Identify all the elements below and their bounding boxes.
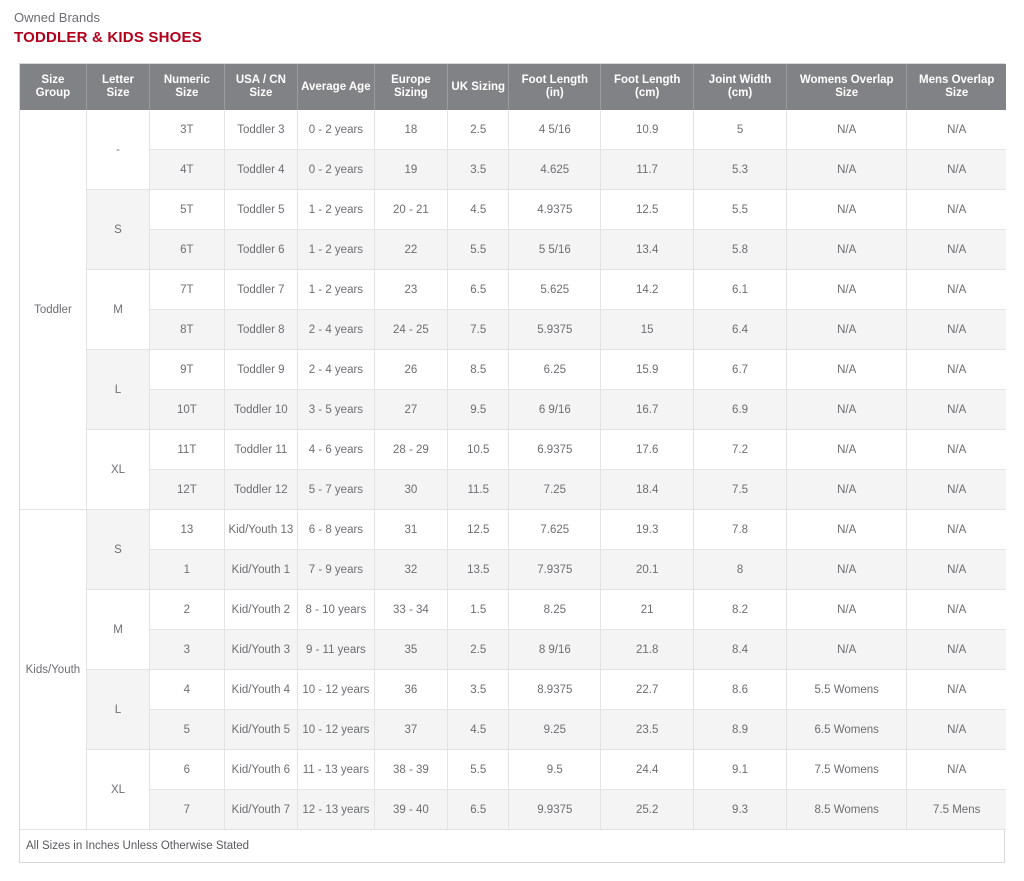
table-row: [20, 310, 1006, 350]
cell-womens-overlap-size: 7.5 Womens: [786, 750, 906, 790]
cell-europe-sizing: 23: [374, 270, 447, 310]
cell-europe-sizing: 18: [374, 110, 447, 150]
letter-size-cell: -: [86, 110, 149, 190]
cell-mens-overlap-size: N/A: [907, 150, 1006, 190]
table-row: [20, 550, 1006, 590]
cell-usa-cn-size: Kid/Youth 2: [224, 590, 297, 630]
column-header-average-age: Average Age: [298, 64, 375, 110]
cell-foot-length-cm: 17.6: [601, 430, 694, 470]
cell-womens-overlap-size: N/A: [786, 390, 906, 430]
cell-usa-cn-size: Kid/Youth 13: [224, 510, 297, 550]
table-row: [20, 750, 1006, 790]
table-row: [20, 630, 1006, 670]
cell-europe-sizing: 31: [374, 510, 447, 550]
cell-uk-sizing: 5.5: [448, 230, 509, 270]
cell-mens-overlap-size: N/A: [907, 630, 1006, 670]
letter-size-cell: L: [86, 350, 149, 430]
cell-usa-cn-size: Toddler 5: [224, 190, 297, 230]
cell-womens-overlap-size: N/A: [786, 470, 906, 510]
table-row: [20, 790, 1006, 830]
cell-womens-overlap-size: 6.5 Womens: [786, 710, 906, 750]
cell-foot-length-in: 6.9375: [509, 430, 601, 470]
cell-numeric-size: 12T: [150, 470, 225, 510]
cell-foot-length-cm: 16.7: [601, 390, 694, 430]
cell-mens-overlap-size: N/A: [907, 670, 1006, 710]
cell-average-age: 3 - 5 years: [298, 390, 375, 430]
cell-numeric-size: 4: [150, 670, 225, 710]
cell-numeric-size: 10T: [150, 390, 225, 430]
cell-europe-sizing: 28 - 29: [374, 430, 447, 470]
cell-joint-width-cm: 5.8: [694, 230, 787, 270]
cell-uk-sizing: 8.5: [448, 350, 509, 390]
cell-foot-length-cm: 12.5: [601, 190, 694, 230]
cell-usa-cn-size: Kid/Youth 4: [224, 670, 297, 710]
cell-joint-width-cm: 6.9: [694, 390, 787, 430]
cell-average-age: 1 - 2 years: [298, 230, 375, 270]
brand-line: Owned Brands: [14, 10, 100, 25]
cell-numeric-size: 8T: [150, 310, 225, 350]
cell-foot-length-in: 6 9/16: [509, 390, 601, 430]
cell-numeric-size: 2: [150, 590, 225, 630]
cell-foot-length-in: 4 5/16: [509, 110, 601, 150]
cell-joint-width-cm: 7.8: [694, 510, 787, 550]
cell-mens-overlap-size: 7.5 Mens: [907, 790, 1006, 830]
cell-average-age: 0 - 2 years: [298, 150, 375, 190]
cell-mens-overlap-size: N/A: [907, 710, 1006, 750]
cell-foot-length-in: 5.625: [509, 270, 601, 310]
size-chart-table-wrapper: [19, 63, 1005, 830]
cell-foot-length-cm: 14.2: [601, 270, 694, 310]
cell-foot-length-cm: 15.9: [601, 350, 694, 390]
cell-foot-length-in: 7.625: [509, 510, 601, 550]
cell-mens-overlap-size: N/A: [907, 230, 1006, 270]
cell-europe-sizing: 22: [374, 230, 447, 270]
cell-joint-width-cm: 8: [694, 550, 787, 590]
column-header-numeric-size: Numeric Size: [150, 64, 225, 110]
cell-womens-overlap-size: N/A: [786, 270, 906, 310]
cell-europe-sizing: 26: [374, 350, 447, 390]
cell-numeric-size: 5: [150, 710, 225, 750]
cell-mens-overlap-size: N/A: [907, 310, 1006, 350]
cell-usa-cn-size: Kid/Youth 3: [224, 630, 297, 670]
cell-usa-cn-size: Toddler 6: [224, 230, 297, 270]
cell-joint-width-cm: 6.7: [694, 350, 787, 390]
cell-foot-length-cm: 21: [601, 590, 694, 630]
letter-size-cell: XL: [86, 430, 149, 510]
cell-mens-overlap-size: N/A: [907, 350, 1006, 390]
cell-numeric-size: 4T: [150, 150, 225, 190]
cell-usa-cn-size: Toddler 7: [224, 270, 297, 310]
size-chart-table: [20, 64, 1006, 830]
cell-foot-length-in: 5.9375: [509, 310, 601, 350]
table-row: [20, 510, 1006, 550]
cell-average-age: 8 - 10 years: [298, 590, 375, 630]
cell-mens-overlap-size: N/A: [907, 270, 1006, 310]
cell-numeric-size: 3: [150, 630, 225, 670]
cell-womens-overlap-size: N/A: [786, 190, 906, 230]
cell-uk-sizing: 6.5: [448, 270, 509, 310]
cell-usa-cn-size: Toddler 4: [224, 150, 297, 190]
cell-usa-cn-size: Toddler 9: [224, 350, 297, 390]
table-row: [20, 150, 1006, 190]
cell-numeric-size: 7: [150, 790, 225, 830]
cell-average-age: 10 - 12 years: [298, 710, 375, 750]
cell-foot-length-cm: 10.9: [601, 110, 694, 150]
cell-europe-sizing: 19: [374, 150, 447, 190]
column-header-letter-size: Letter Size: [86, 64, 149, 110]
cell-joint-width-cm: 8.2: [694, 590, 787, 630]
cell-foot-length-in: 8.25: [509, 590, 601, 630]
cell-foot-length-in: 8.9375: [509, 670, 601, 710]
cell-numeric-size: 9T: [150, 350, 225, 390]
table-row: [20, 390, 1006, 430]
cell-average-age: 1 - 2 years: [298, 270, 375, 310]
cell-mens-overlap-size: N/A: [907, 390, 1006, 430]
cell-joint-width-cm: 9.1: [694, 750, 787, 790]
cell-womens-overlap-size: N/A: [786, 550, 906, 590]
cell-usa-cn-size: Kid/Youth 6: [224, 750, 297, 790]
column-header-foot-length-in: Foot Length (in): [509, 64, 601, 110]
cell-europe-sizing: 35: [374, 630, 447, 670]
column-header-joint-width-cm: Joint Width (cm): [694, 64, 787, 110]
size-group-cell: Toddler: [20, 110, 86, 510]
cell-uk-sizing: 7.5: [448, 310, 509, 350]
cell-usa-cn-size: Kid/Youth 5: [224, 710, 297, 750]
cell-europe-sizing: 36: [374, 670, 447, 710]
cell-joint-width-cm: 8.9: [694, 710, 787, 750]
cell-joint-width-cm: 8.4: [694, 630, 787, 670]
cell-numeric-size: 3T: [150, 110, 225, 150]
cell-europe-sizing: 33 - 34: [374, 590, 447, 630]
cell-europe-sizing: 27: [374, 390, 447, 430]
cell-foot-length-cm: 25.2: [601, 790, 694, 830]
cell-joint-width-cm: 5.5: [694, 190, 787, 230]
cell-mens-overlap-size: N/A: [907, 110, 1006, 150]
cell-joint-width-cm: 6.1: [694, 270, 787, 310]
column-header-europe-sizing: Europe Sizing: [374, 64, 447, 110]
cell-joint-width-cm: 6.4: [694, 310, 787, 350]
cell-mens-overlap-size: N/A: [907, 430, 1006, 470]
cell-numeric-size: 6T: [150, 230, 225, 270]
cell-womens-overlap-size: N/A: [786, 310, 906, 350]
cell-joint-width-cm: 9.3: [694, 790, 787, 830]
letter-size-cell: M: [86, 590, 149, 670]
cell-foot-length-cm: 15: [601, 310, 694, 350]
cell-mens-overlap-size: N/A: [907, 510, 1006, 550]
table-row: [20, 270, 1006, 310]
cell-foot-length-in: 5 5/16: [509, 230, 601, 270]
letter-size-cell: XL: [86, 750, 149, 830]
table-body: [20, 110, 1006, 830]
page-header: [0, 0, 1024, 48]
table-header: [20, 64, 1006, 110]
letter-size-cell: S: [86, 190, 149, 270]
footer-note: All Sizes in Inches Unless Otherwise Stated: [19, 830, 1005, 863]
cell-womens-overlap-size: N/A: [786, 230, 906, 270]
cell-foot-length-cm: 23.5: [601, 710, 694, 750]
column-header-uk-sizing: UK Sizing: [448, 64, 509, 110]
cell-foot-length-in: 8 9/16: [509, 630, 601, 670]
cell-foot-length-in: 7.9375: [509, 550, 601, 590]
cell-average-age: 5 - 7 years: [298, 470, 375, 510]
cell-europe-sizing: 24 - 25: [374, 310, 447, 350]
page-title: TODDLER & KIDS SHOES: [14, 29, 202, 46]
cell-joint-width-cm: 5: [694, 110, 787, 150]
cell-uk-sizing: 1.5: [448, 590, 509, 630]
cell-foot-length-in: 9.9375: [509, 790, 601, 830]
cell-average-age: 9 - 11 years: [298, 630, 375, 670]
table-row: [20, 190, 1006, 230]
table-row: [20, 110, 1006, 150]
cell-usa-cn-size: Toddler 11: [224, 430, 297, 470]
cell-europe-sizing: 37: [374, 710, 447, 750]
cell-mens-overlap-size: N/A: [907, 750, 1006, 790]
cell-numeric-size: 11T: [150, 430, 225, 470]
cell-average-age: 12 - 13 years: [298, 790, 375, 830]
cell-average-age: 6 - 8 years: [298, 510, 375, 550]
cell-europe-sizing: 38 - 39: [374, 750, 447, 790]
cell-usa-cn-size: Toddler 12: [224, 470, 297, 510]
cell-uk-sizing: 4.5: [448, 710, 509, 750]
table-row: [20, 350, 1006, 390]
table-row: [20, 710, 1006, 750]
cell-numeric-size: 6: [150, 750, 225, 790]
cell-foot-length-in: 7.25: [509, 470, 601, 510]
cell-womens-overlap-size: N/A: [786, 150, 906, 190]
cell-uk-sizing: 10.5: [448, 430, 509, 470]
cell-mens-overlap-size: N/A: [907, 190, 1006, 230]
cell-foot-length-cm: 18.4: [601, 470, 694, 510]
cell-foot-length-in: 6.25: [509, 350, 601, 390]
cell-womens-overlap-size: N/A: [786, 430, 906, 470]
column-header-usa-cn-size: USA / CN Size: [224, 64, 297, 110]
cell-womens-overlap-size: N/A: [786, 350, 906, 390]
cell-womens-overlap-size: 5.5 Womens: [786, 670, 906, 710]
cell-womens-overlap-size: N/A: [786, 110, 906, 150]
column-header-foot-length-cm: Foot Length (cm): [601, 64, 694, 110]
cell-womens-overlap-size: N/A: [786, 510, 906, 550]
cell-mens-overlap-size: N/A: [907, 590, 1006, 630]
letter-size-cell: M: [86, 270, 149, 350]
cell-numeric-size: 5T: [150, 190, 225, 230]
table-row: [20, 470, 1006, 510]
cell-uk-sizing: 5.5: [448, 750, 509, 790]
cell-foot-length-cm: 21.8: [601, 630, 694, 670]
cell-foot-length-cm: 20.1: [601, 550, 694, 590]
cell-average-age: 2 - 4 years: [298, 310, 375, 350]
column-header-womens-overlap-size: Womens Overlap Size: [786, 64, 906, 110]
cell-average-age: 11 - 13 years: [298, 750, 375, 790]
cell-foot-length-cm: 19.3: [601, 510, 694, 550]
cell-foot-length-cm: 22.7: [601, 670, 694, 710]
cell-europe-sizing: 20 - 21: [374, 190, 447, 230]
cell-uk-sizing: 2.5: [448, 630, 509, 670]
cell-foot-length-cm: 11.7: [601, 150, 694, 190]
cell-womens-overlap-size: N/A: [786, 590, 906, 630]
cell-foot-length-cm: 13.4: [601, 230, 694, 270]
cell-womens-overlap-size: 8.5 Womens: [786, 790, 906, 830]
cell-average-age: 7 - 9 years: [298, 550, 375, 590]
letter-size-cell: S: [86, 510, 149, 590]
cell-average-age: 0 - 2 years: [298, 110, 375, 150]
cell-usa-cn-size: Kid/Youth 7: [224, 790, 297, 830]
cell-uk-sizing: 9.5: [448, 390, 509, 430]
cell-usa-cn-size: Toddler 3: [224, 110, 297, 150]
cell-joint-width-cm: 5.3: [694, 150, 787, 190]
cell-average-age: 10 - 12 years: [298, 670, 375, 710]
table-row: [20, 590, 1006, 630]
cell-uk-sizing: 12.5: [448, 510, 509, 550]
cell-foot-length-in: 9.5: [509, 750, 601, 790]
cell-uk-sizing: 3.5: [448, 670, 509, 710]
cell-foot-length-in: 9.25: [509, 710, 601, 750]
cell-joint-width-cm: 8.6: [694, 670, 787, 710]
cell-womens-overlap-size: N/A: [786, 630, 906, 670]
cell-average-age: 4 - 6 years: [298, 430, 375, 470]
cell-average-age: 1 - 2 years: [298, 190, 375, 230]
letter-size-cell: L: [86, 670, 149, 750]
table-header-row: [20, 64, 1006, 110]
cell-foot-length-in: 4.9375: [509, 190, 601, 230]
cell-average-age: 2 - 4 years: [298, 350, 375, 390]
cell-usa-cn-size: Toddler 10: [224, 390, 297, 430]
cell-europe-sizing: 32: [374, 550, 447, 590]
cell-usa-cn-size: Kid/Youth 1: [224, 550, 297, 590]
column-header-mens-overlap-size: Mens Overlap Size: [907, 64, 1006, 110]
cell-europe-sizing: 39 - 40: [374, 790, 447, 830]
cell-mens-overlap-size: N/A: [907, 550, 1006, 590]
cell-uk-sizing: 11.5: [448, 470, 509, 510]
table-row: [20, 670, 1006, 710]
size-group-cell: Kids/Youth: [20, 510, 86, 830]
column-header-size-group: Size Group: [20, 64, 86, 110]
cell-foot-length-in: 4.625: [509, 150, 601, 190]
cell-uk-sizing: 4.5: [448, 190, 509, 230]
cell-numeric-size: 1: [150, 550, 225, 590]
cell-uk-sizing: 2.5: [448, 110, 509, 150]
cell-foot-length-cm: 24.4: [601, 750, 694, 790]
cell-joint-width-cm: 7.5: [694, 470, 787, 510]
cell-uk-sizing: 3.5: [448, 150, 509, 190]
table-row: [20, 430, 1006, 470]
cell-numeric-size: 7T: [150, 270, 225, 310]
cell-uk-sizing: 13.5: [448, 550, 509, 590]
cell-usa-cn-size: Toddler 8: [224, 310, 297, 350]
cell-joint-width-cm: 7.2: [694, 430, 787, 470]
table-row: [20, 230, 1006, 270]
cell-mens-overlap-size: N/A: [907, 470, 1006, 510]
cell-numeric-size: 13: [150, 510, 225, 550]
cell-europe-sizing: 30: [374, 470, 447, 510]
cell-uk-sizing: 6.5: [448, 790, 509, 830]
